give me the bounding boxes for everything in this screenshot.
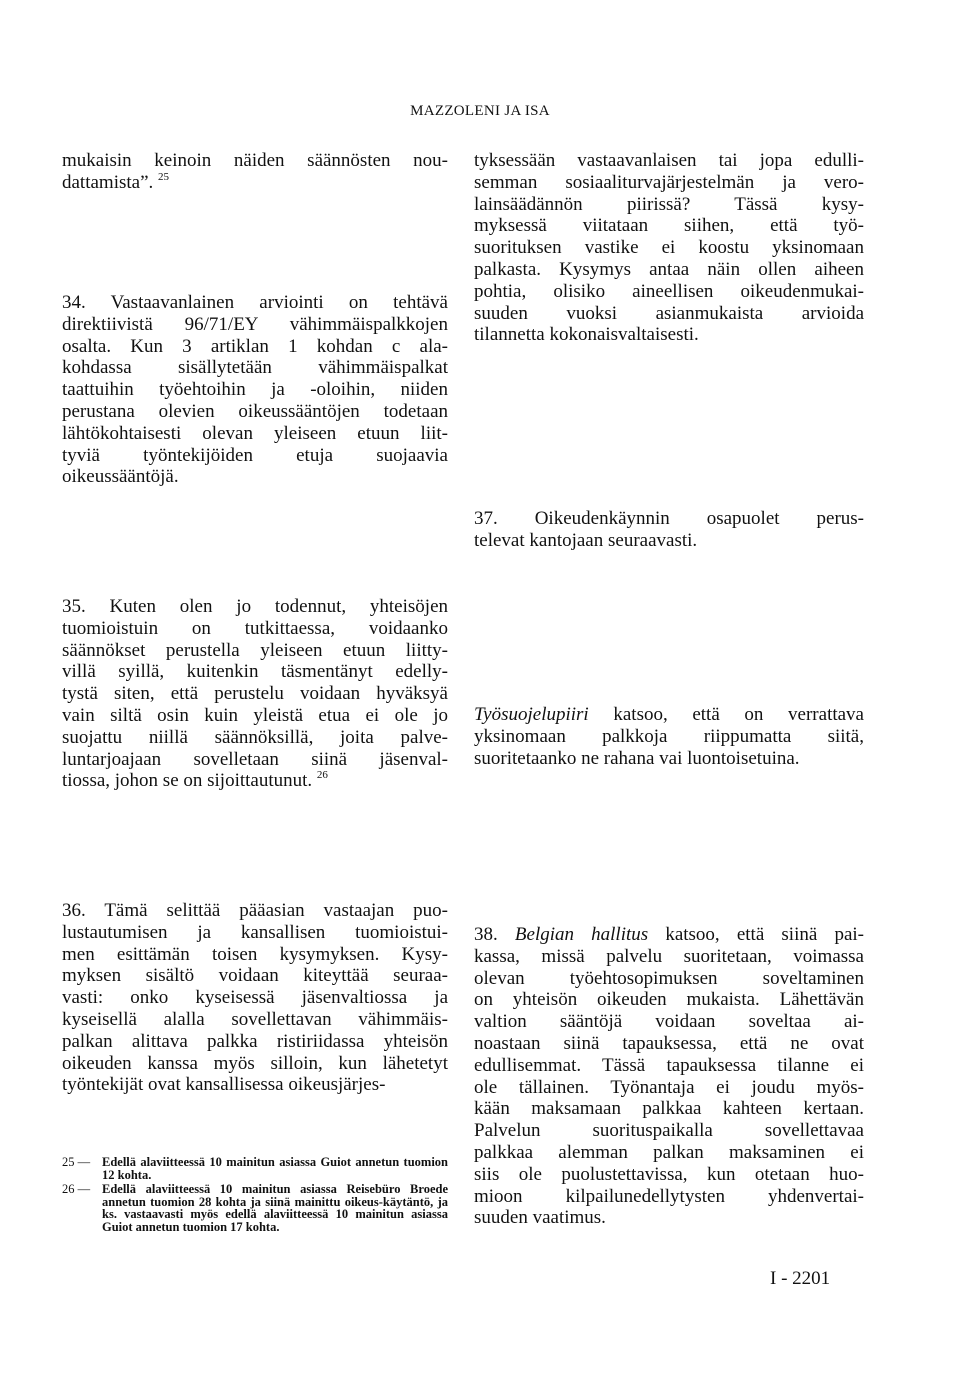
- text-line: lustautumisen ja kansallisen tuomioistui-: [62, 921, 448, 943]
- text-line: kyseisellä alalla sovellettavan vähimmäis-: [62, 1008, 448, 1030]
- text-line: suoritetaanko ne rahana vai luontoisetuina.: [474, 747, 800, 769]
- footnote-text: Edellä alaviitteessä 10 mainitun asiassa Reisebüro Broede annetun tuomion 28 kohta ja siinä mainittu oikeus-käytäntö, ja ks. vastaavasti myös edellä alaviitteessä 10 mainitun asiassa Guiot annetun tuomion 17 kohta.: [102, 1182, 448, 1234]
- italic-term: Työsuojelupiiri: [474, 704, 589, 725]
- text-line: dattamista”. $^{25}$: [62, 170, 170, 193]
- text-line: 38. Belgian hallitus katsoo, että siinä pai-: [474, 924, 864, 945]
- italic-term: Belgian hallitus: [514, 924, 649, 945]
- text-line: Palvelun suorituspaikalla sovellettavaa: [474, 1120, 864, 1142]
- text-line: lainsäädännön piirissä? Tässä kysy-: [474, 193, 864, 215]
- paragraph-tyosuojelupiiri: [474, 704, 864, 769]
- text-line: 37. Oikeudenkäynnin osapuolet perus-: [474, 508, 864, 529]
- text-line: siis ole puolustettavissa, kun otetaan huo-: [474, 1163, 864, 1185]
- text-line: suuden vaatimus.: [474, 1207, 606, 1229]
- text-line: 35. Kuten olen jo todennut, yhteisöjen: [62, 596, 448, 617]
- paragraph-37: [474, 508, 864, 552]
- text-line: tyviä työntekijöiden etuja suojaavia: [62, 444, 448, 466]
- text-line: tystä siten, että perustelu voidaan hyväksyä: [62, 683, 448, 705]
- text-line: valtion sääntöjä voidaan soveltaa ai-: [474, 1011, 864, 1033]
- text-line: säännökset perustella yleiseen etuun liitty-: [62, 639, 448, 661]
- text-line: luntarjoajaan sovelletaan siinä jäsenval-: [62, 748, 448, 770]
- text-line: tilannetta kokonaisvaltaisesti.: [474, 324, 699, 346]
- text-line: suojattu niillä säännöksillä, joita palve-: [62, 726, 448, 748]
- text-line: tiossa, johon se on sijoittautunut. $^{26}$: [62, 769, 328, 792]
- paragraph-38: [474, 924, 864, 1229]
- text-line: villä syillä, kuitenkin täsmentänyt edelly-: [62, 661, 448, 683]
- text-line: olevan työehtosopimuksen soveltaminen: [474, 967, 864, 989]
- footnote-26: [62, 1183, 448, 1233]
- text-line: televat kantojaan seuraavasti.: [474, 529, 698, 551]
- text-line: Työsuojelupiiri katsoo, että on verrattava: [474, 704, 864, 725]
- footnotes: [62, 1156, 448, 1236]
- text-line: kohdassa sisällytetään vähimmäispalkat: [62, 357, 448, 379]
- running-header: MAZZOLENI JA ISA: [410, 103, 550, 119]
- text-line: myksen sisältö voidaan kiteyttää seuraa-: [62, 965, 448, 987]
- footnote-text: Edellä alaviitteessä 10 mainitun asiassa Guiot annetun tuomion 12 kohta.: [102, 1155, 448, 1182]
- text-line: direktiivistä 96/71/EY vähimmäispalkkojen: [62, 313, 448, 335]
- text-line: osalta. Kun 3 artiklan 1 kohdan c ala-: [62, 335, 448, 357]
- text-line: tuomioistuin on tutkittaessa, voidaanko: [62, 617, 448, 639]
- paragraph-36-continued: [474, 150, 864, 346]
- text-line: ole tällainen. Työnantaja ei joudu myös-: [474, 1076, 864, 1098]
- text-line: palkan alittava palkka ristiriidassa yhteisön: [62, 1030, 448, 1052]
- text-line: lähtökohtaisesti olevan yleiseen etuun liit-: [62, 422, 448, 444]
- text-line: mukaisin keinoin näiden säännösten nou-: [62, 150, 448, 171]
- text-line: semman sosiaaliturvajärjestelmän ja vero-: [474, 171, 864, 193]
- text-line: taattuihin työehtoihin ja -oloihin, niiden: [62, 379, 448, 401]
- text-line: kään maksamaan palkkaa kahteen kertaan.: [474, 1098, 864, 1120]
- footnote-25: [62, 1156, 448, 1181]
- paragraph-33-end: [62, 150, 448, 194]
- footnote-reference: 25: [158, 170, 170, 183]
- text-line: noastaan siinä tapauksessa, että ne ovat: [474, 1032, 864, 1054]
- footnote-number: 26 —: [62, 1182, 91, 1197]
- text-line: men esittämän toisen kysymyksen. Kysy-: [62, 943, 448, 965]
- text-line: suuden vuoksi asianmukaista arvioida: [474, 302, 864, 324]
- text-line: tyksessään vastaavanlaisen tai jopa edulli-: [474, 150, 864, 171]
- text-line: työntekijät ovat kansallisessa oikeusjärjes-: [62, 1074, 386, 1096]
- text-line: vain siltä osin kuin yleistä etua ei ole jo: [62, 704, 448, 726]
- text-line: oikeuden kanssa myös silloin, kun lähetetyt: [62, 1052, 448, 1074]
- paragraph-34: [62, 292, 448, 488]
- text-line: oikeussääntöjä.: [62, 466, 179, 488]
- text-line: pohtia, olisiko aineellisen oikeudenmukai-: [474, 280, 864, 302]
- text-line: palkasta. Kysymys antaa näin ollen aiheen: [474, 258, 864, 280]
- text-line: on yhteisön oikeuden mukaista. Lähettävän: [474, 989, 864, 1011]
- text-line: 34. Vastaavanlainen arviointi on tehtävä: [62, 292, 448, 313]
- text-line: myksessä viitataan siihen, että työ-: [474, 215, 864, 237]
- text-line: edullisemmat. Tässä tapauksessa tilanne ei: [474, 1054, 864, 1076]
- footnote-number: 25 —: [62, 1155, 91, 1169]
- text-line: mioon kilpailunedellytysten yhdenvertai-: [474, 1185, 864, 1207]
- page-number: I - 2201: [770, 1268, 831, 1289]
- text-line: kassa, missä palvelu suoritetaan, voimassa: [474, 945, 864, 967]
- text-line: vasti: onko kyseisessä jäsenvaltiossa ja: [62, 987, 448, 1009]
- text-line: yksinomaan palkkoja riippumatta siitä,: [474, 725, 864, 747]
- text-line: 36. Tämä selittää pääasian vastaajan puo-: [62, 900, 448, 921]
- text-line: perustana olevien oikeussääntöjen todetaan: [62, 400, 448, 422]
- paragraph-36: [62, 900, 448, 1096]
- text-line: suorituksen vastike ei koostu yksinomaan: [474, 237, 864, 259]
- paragraph-35: [62, 596, 448, 792]
- footnote-reference: 26: [316, 769, 328, 782]
- text-line: palkkaa alemman palkan maksaminen ei: [474, 1141, 864, 1163]
